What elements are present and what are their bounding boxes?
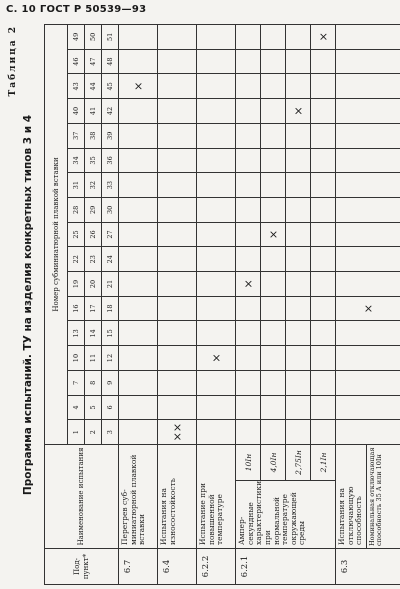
- mark-cell: [119, 24, 158, 49]
- column-number: 39: [102, 123, 119, 148]
- current-value: 2,1Iн: [311, 445, 336, 481]
- header-name: Наименование испытания: [45, 445, 119, 549]
- column-number: 33: [102, 173, 119, 198]
- column-number: 19: [68, 272, 85, 297]
- mark-cell: [158, 197, 197, 222]
- column-number: 8: [85, 370, 102, 395]
- column-number: 32: [85, 173, 102, 198]
- column-number: 14: [85, 321, 102, 346]
- mark-cell: [261, 222, 286, 247]
- mark-cell: [261, 148, 286, 173]
- mark-cell: [197, 99, 236, 124]
- row-point: 6.4: [158, 549, 197, 585]
- mark-cell: [197, 296, 236, 321]
- cross-mark: ×: [266, 229, 280, 240]
- mark-cell: [311, 222, 336, 247]
- mark-cell: [158, 99, 197, 124]
- table-caption: Таблица 2: [8, 25, 18, 97]
- mark-cell: [158, 420, 197, 445]
- mark-cell: [261, 99, 286, 124]
- mark-cell: [261, 123, 286, 148]
- mark-cell: [158, 24, 197, 49]
- mark-cell: [286, 197, 311, 222]
- mark-cell: [236, 74, 261, 99]
- mark-cell: [311, 420, 336, 445]
- mark-cell: [158, 272, 197, 297]
- mark-cell: [336, 197, 400, 222]
- mark-cell: [286, 74, 311, 99]
- mark-cell: [119, 222, 158, 247]
- column-number: 4: [68, 395, 85, 420]
- mark-cell: [336, 272, 400, 297]
- mark-cell: [119, 74, 158, 99]
- column-number: 11: [85, 346, 102, 371]
- mark-cell: [119, 173, 158, 198]
- mark-cell: [197, 321, 236, 346]
- column-number: 50: [85, 24, 102, 49]
- header-group: Номер субминиатюрной плавкой вставки: [45, 24, 68, 444]
- mark-cell: [286, 370, 311, 395]
- column-number: 46: [68, 49, 85, 74]
- mark-cell: [311, 123, 336, 148]
- column-number: 43: [68, 74, 85, 99]
- row-point: 6.2.2: [197, 549, 236, 585]
- mark-cell: [119, 148, 158, 173]
- column-number: 1: [68, 420, 85, 445]
- header-point: Под-пункт*: [45, 549, 119, 585]
- column-number: 23: [85, 247, 102, 272]
- mark-cell: [158, 148, 197, 173]
- mark-cell: [236, 395, 261, 420]
- cross-mark: ×: [291, 106, 305, 116]
- mark-cell: [311, 395, 336, 420]
- mark-cell: [311, 197, 336, 222]
- mark-cell: [261, 247, 286, 272]
- mark-cell: [286, 99, 311, 124]
- mark-cell: [261, 420, 286, 445]
- column-number: 45: [102, 74, 119, 99]
- row-name: Перегрев суб-миниатюрной плавкой вставки: [119, 445, 158, 549]
- page-header: С. 10 ГОСТ Р 50539—93: [6, 4, 147, 15]
- mark-cell: [197, 173, 236, 198]
- mark-cell: [336, 370, 400, 395]
- mark-cell: [336, 49, 400, 74]
- current-value: 10Iн: [236, 445, 261, 481]
- row-name: Ампер-секундные характеристики при нормальной температуре окружающей среды: [236, 481, 336, 549]
- column-number: 47: [85, 49, 102, 74]
- column-number: 30: [102, 197, 119, 222]
- mark-cell: [311, 346, 336, 371]
- mark-cell: [119, 272, 158, 297]
- column-number: 41: [85, 99, 102, 124]
- mark-cell: [336, 123, 400, 148]
- mark-cell: [311, 370, 336, 395]
- mark-cell: [286, 173, 311, 198]
- mark-cell: [336, 296, 400, 321]
- row-name: Испытания на износостойкость: [158, 445, 197, 549]
- mark-cell: [261, 49, 286, 74]
- test-program-table: [44, 24, 400, 585]
- mark-cell: [311, 74, 336, 99]
- column-number: 25: [68, 222, 85, 247]
- mark-cell: [158, 74, 197, 99]
- mark-cell: [197, 395, 236, 420]
- mark-cell: [158, 395, 197, 420]
- mark-cell: [261, 272, 286, 297]
- column-number: 10: [68, 346, 85, 371]
- column-number: 48: [102, 49, 119, 74]
- mark-cell: [119, 247, 158, 272]
- mark-cell: [261, 395, 286, 420]
- mark-cell: [158, 173, 197, 198]
- column-number: 26: [85, 222, 102, 247]
- mark-cell: [119, 395, 158, 420]
- mark-cell: [197, 49, 236, 74]
- mark-cell: [286, 346, 311, 371]
- column-number: 5: [85, 395, 102, 420]
- column-number: 42: [102, 99, 119, 124]
- mark-cell: [197, 346, 236, 371]
- column-number: 31: [68, 173, 85, 198]
- current-value: 2,75Iн: [286, 445, 311, 481]
- row-point: 6.7: [119, 549, 158, 585]
- column-number: 49: [68, 24, 85, 49]
- mark-cell: [119, 346, 158, 371]
- cross-mark: ×: [362, 304, 375, 314]
- mark-cell: [236, 420, 261, 445]
- row-name: Испытание при повышенной температуре: [197, 445, 236, 549]
- current-value: 4,0Iн: [261, 445, 286, 481]
- mark-cell: [236, 148, 261, 173]
- mark-cell: [197, 148, 236, 173]
- mark-cell: [158, 123, 197, 148]
- mark-cell: [336, 222, 400, 247]
- mark-cell: [311, 24, 336, 49]
- column-number: 21: [102, 272, 119, 297]
- column-number: 15: [102, 321, 119, 346]
- column-number: 18: [102, 296, 119, 321]
- column-number: 2: [85, 420, 102, 445]
- row-point: 6.2.1: [236, 549, 336, 585]
- cross-mark: ×: [241, 279, 255, 289]
- rotated-table-block: [8, 25, 396, 585]
- row-subname: Номинальная отключающая способность 35 А или 10Iн: [367, 445, 400, 549]
- column-number: 28: [68, 197, 85, 222]
- mark-cell: [236, 123, 261, 148]
- mark-cell: [197, 272, 236, 297]
- column-number: 51: [102, 24, 119, 49]
- mark-cell: [286, 222, 311, 247]
- mark-cell: [286, 321, 311, 346]
- mark-cell: [197, 74, 236, 99]
- mark-cell: [158, 370, 197, 395]
- cross-mark: ×: [170, 432, 184, 442]
- column-number: 36: [102, 148, 119, 173]
- mark-cell: [336, 247, 400, 272]
- mark-cell: [236, 346, 261, 371]
- mark-cell: [158, 346, 197, 371]
- mark-cell: [236, 296, 261, 321]
- mark-cell: [261, 370, 286, 395]
- mark-cell: [197, 420, 236, 445]
- column-number: 7: [68, 370, 85, 395]
- mark-cell: [197, 123, 236, 148]
- mark-cell: [311, 247, 336, 272]
- column-number: 27: [102, 222, 119, 247]
- mark-cell: [158, 321, 197, 346]
- column-number: 38: [85, 123, 102, 148]
- mark-cell: [261, 296, 286, 321]
- mark-cell: [261, 321, 286, 346]
- column-number: 35: [85, 148, 102, 173]
- mark-cell: [286, 24, 311, 49]
- row-name: Испытания на отключающую способность: [336, 445, 367, 549]
- mark-cell: [158, 247, 197, 272]
- mark-cell: [311, 173, 336, 198]
- mark-cell: [197, 222, 236, 247]
- mark-cell: [236, 272, 261, 297]
- mark-cell: [286, 420, 311, 445]
- column-number: 6: [102, 395, 119, 420]
- mark-cell: [286, 123, 311, 148]
- mark-cell: [311, 49, 336, 74]
- column-number: 24: [102, 247, 119, 272]
- mark-cell: [336, 395, 400, 420]
- mark-cell: [286, 49, 311, 74]
- mark-cell: [336, 346, 400, 371]
- mark-cell: [119, 321, 158, 346]
- column-number: 22: [68, 247, 85, 272]
- column-number: 40: [68, 99, 85, 124]
- mark-cell: [261, 24, 286, 49]
- mark-cell: [236, 49, 261, 74]
- mark-cell: [158, 49, 197, 74]
- mark-cell: [236, 173, 261, 198]
- mark-cell: [236, 247, 261, 272]
- mark-cell: [158, 296, 197, 321]
- mark-cell: [336, 321, 400, 346]
- mark-cell: [311, 296, 336, 321]
- mark-cell: [311, 321, 336, 346]
- mark-cell: [311, 99, 336, 124]
- mark-cell: [336, 99, 400, 124]
- mark-cell: [286, 296, 311, 321]
- mark-cell: [197, 197, 236, 222]
- mark-cell: [197, 24, 236, 49]
- mark-cell: [286, 247, 311, 272]
- mark-cell: [236, 222, 261, 247]
- mark-cell: [336, 173, 400, 198]
- mark-cell: [336, 24, 400, 49]
- mark-cell: [336, 74, 400, 99]
- mark-cell: [236, 197, 261, 222]
- cross-mark: ×: [131, 81, 145, 91]
- column-number: 12: [102, 346, 119, 371]
- mark-cell: [261, 346, 286, 371]
- mark-cell: [236, 24, 261, 49]
- mark-cell: [261, 197, 286, 222]
- column-number: 20: [85, 272, 102, 297]
- table-title: Программа испытаний. ТУ на изделия конкретных типов 3 и 4: [22, 114, 34, 496]
- cross-mark: ×: [170, 422, 184, 433]
- mark-cell: [119, 420, 158, 445]
- mark-cell: [119, 296, 158, 321]
- mark-cell: [158, 222, 197, 247]
- mark-cell: [197, 247, 236, 272]
- column-number: 37: [68, 123, 85, 148]
- column-number: 13: [68, 321, 85, 346]
- mark-cell: [119, 123, 158, 148]
- row-point: 6.3: [336, 549, 400, 585]
- mark-cell: [286, 148, 311, 173]
- column-number: 44: [85, 74, 102, 99]
- mark-cell: [336, 420, 400, 445]
- mark-cell: [311, 148, 336, 173]
- mark-cell: [261, 173, 286, 198]
- column-number: 34: [68, 148, 85, 173]
- column-number: 9: [102, 370, 119, 395]
- cross-mark: ×: [209, 353, 223, 363]
- column-number: 29: [85, 197, 102, 222]
- mark-cell: [119, 370, 158, 395]
- mark-cell: [236, 321, 261, 346]
- mark-cell: [286, 395, 311, 420]
- mark-cell: [119, 49, 158, 74]
- mark-cell: [197, 370, 236, 395]
- mark-cell: [236, 370, 261, 395]
- column-number: 17: [85, 296, 102, 321]
- mark-cell: [261, 74, 286, 99]
- column-number: 16: [68, 296, 85, 321]
- mark-cell: [286, 272, 311, 297]
- mark-cell: [311, 272, 336, 297]
- mark-cell: [119, 197, 158, 222]
- mark-cell: [336, 148, 400, 173]
- mark-cell: [236, 99, 261, 124]
- column-number: 3: [102, 420, 119, 445]
- mark-cell: [119, 99, 158, 124]
- cross-mark: ×: [316, 32, 330, 42]
